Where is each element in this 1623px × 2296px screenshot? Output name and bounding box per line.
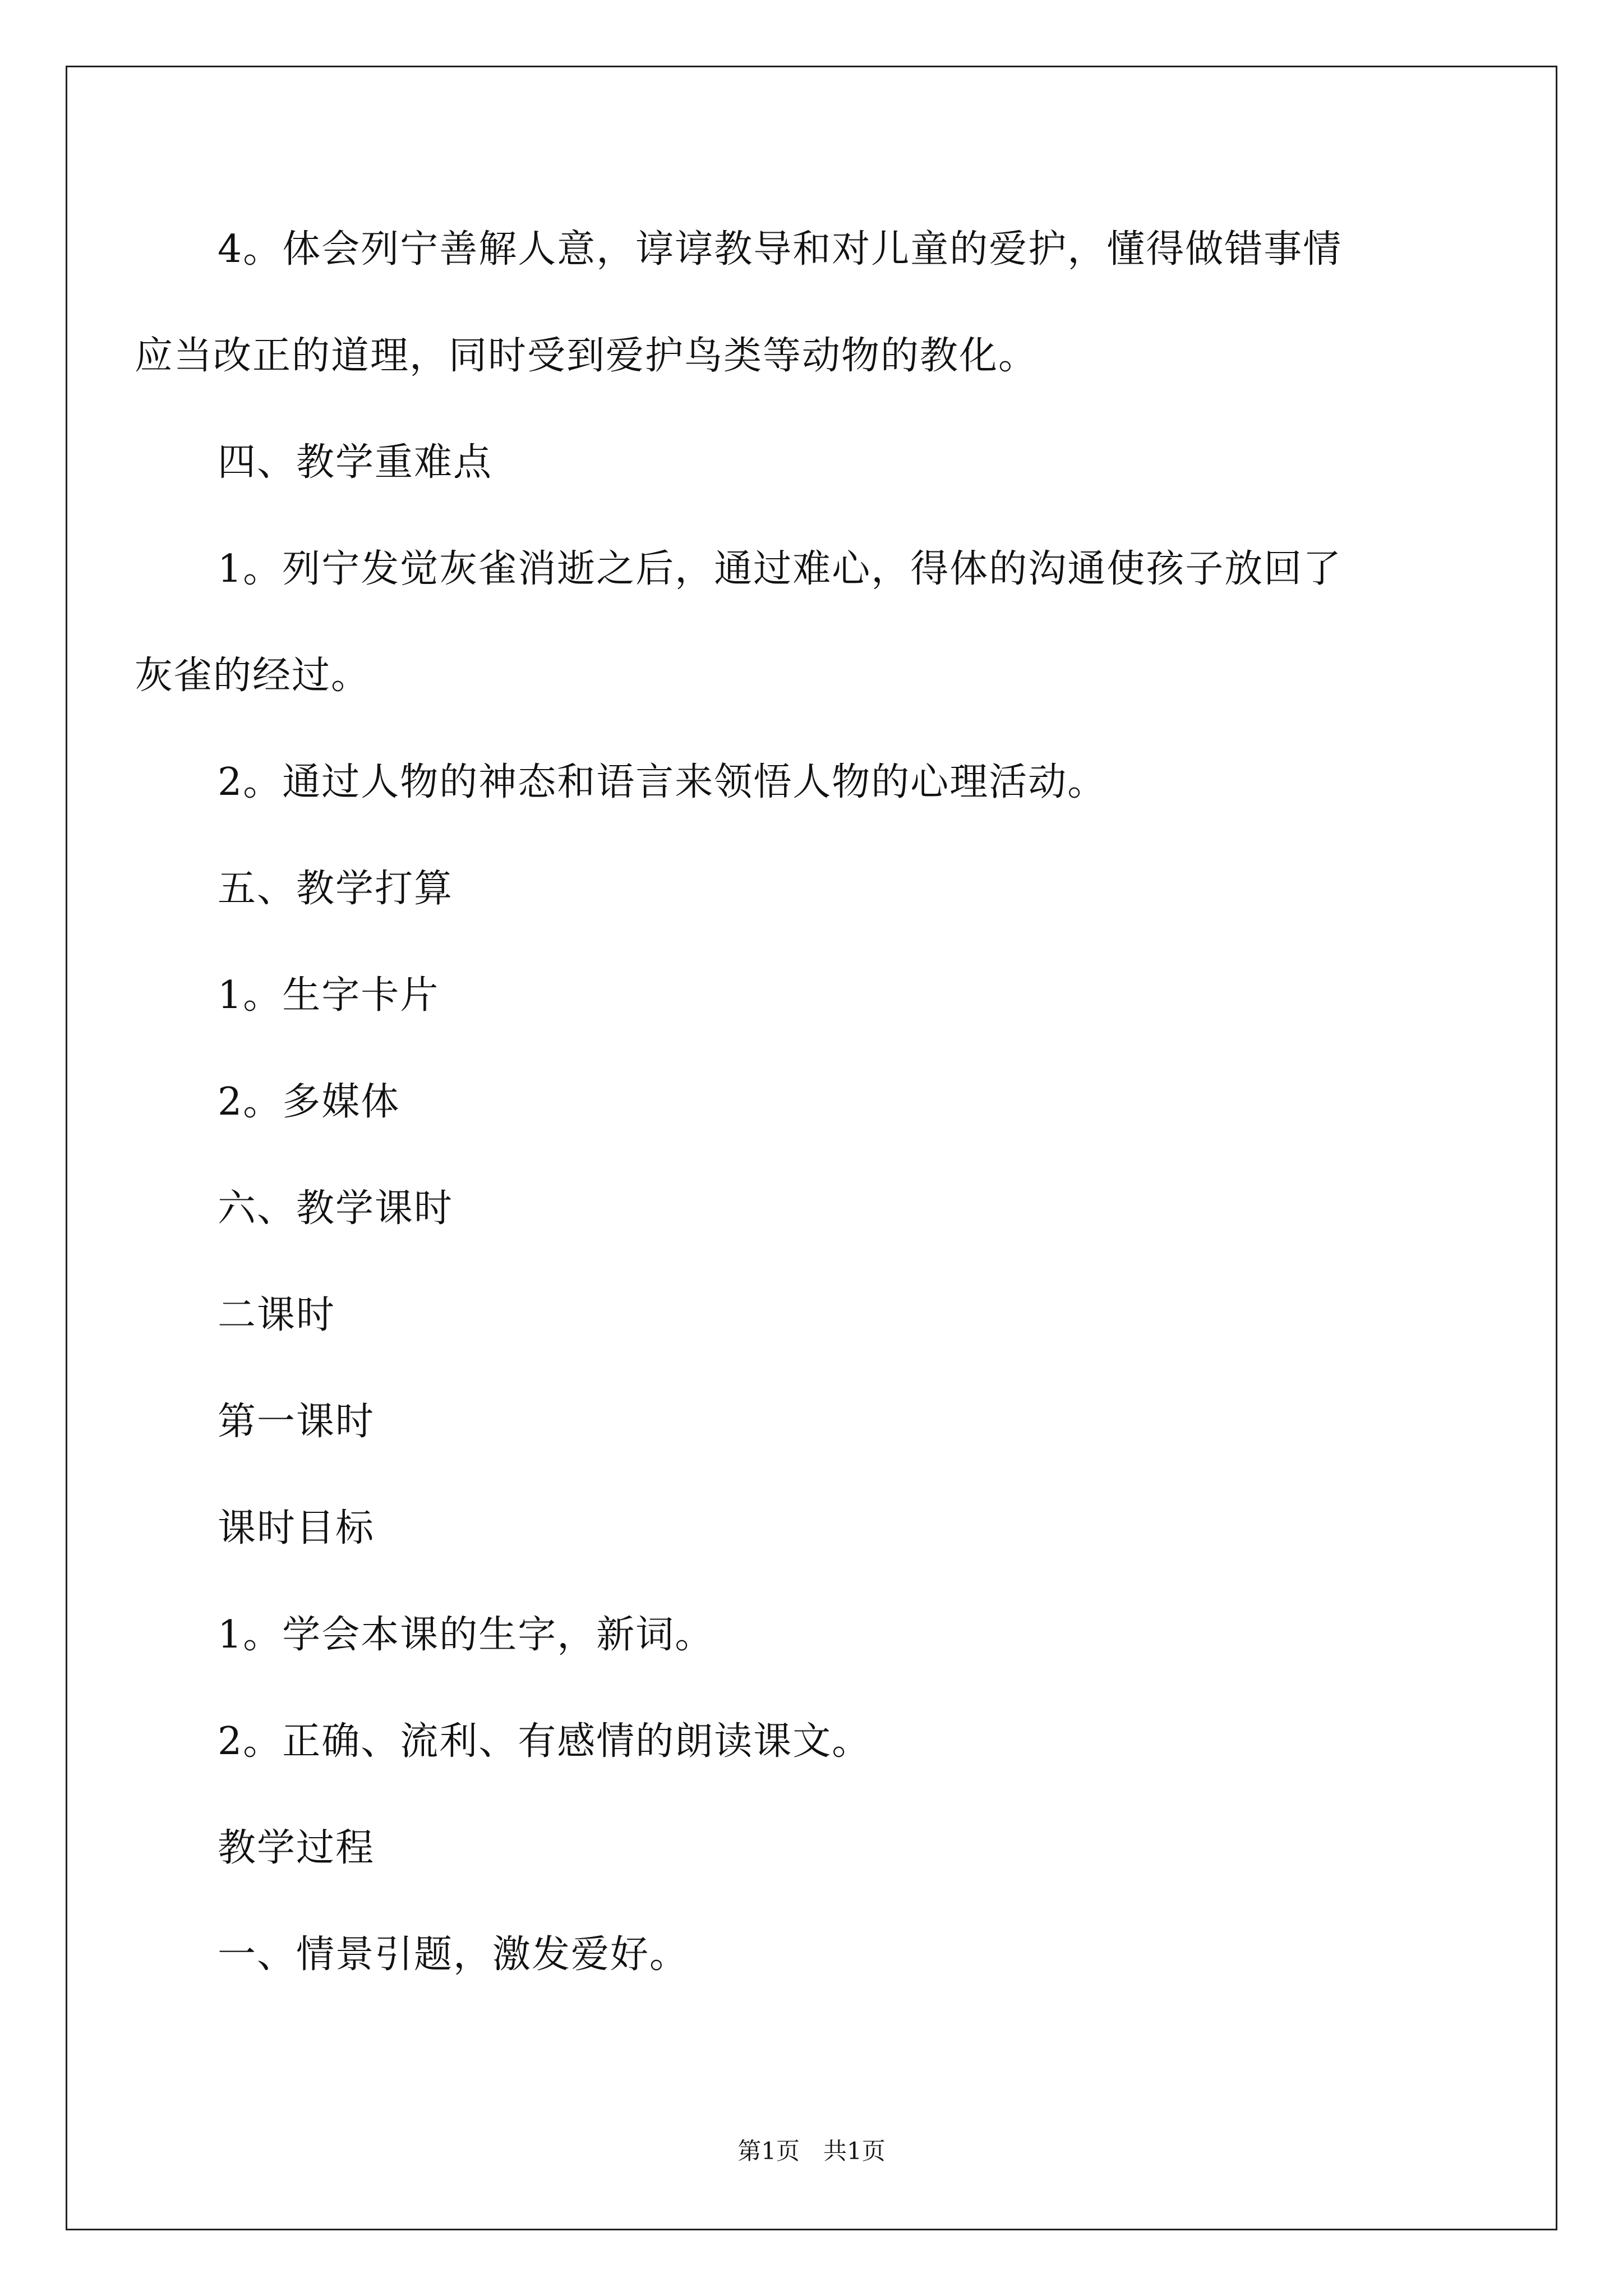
subsection-heading: 课时目标 xyxy=(218,1506,375,1550)
page-border xyxy=(66,66,1557,2230)
section-heading: 四、教学重难点 xyxy=(218,440,493,485)
page-footer: 第1页 共1页 xyxy=(737,2137,886,2165)
list-item: 2。正确、流利、有感情的朗读课文。 xyxy=(218,1719,872,1764)
paragraph-line: 一、情景引题，激发爱好。 xyxy=(218,1932,689,1977)
section-heading: 五、教学打算 xyxy=(218,867,454,911)
paragraph-line: 应当改正的道理，同时受到爱护鸟类等动物的教化。 xyxy=(135,334,1038,378)
subsection-heading: 第一课时 xyxy=(218,1400,375,1444)
paragraph-line: 二课时 xyxy=(218,1293,336,1337)
subsection-heading: 教学过程 xyxy=(218,1826,375,1870)
paragraph-line: 灰雀的经过。 xyxy=(135,654,371,698)
paragraph-line: 1。列宁发觉灰雀消逝之后，通过难心，得体的沟通使孩子放回了 xyxy=(218,547,1343,591)
list-item: 1。生字卡片 xyxy=(218,973,440,1018)
list-item: 2。多媒体 xyxy=(218,1080,400,1124)
paragraph-line: 2。通过人物的神态和语言来领悟人物的心理活动。 xyxy=(218,760,1107,804)
section-heading: 六、教学课时 xyxy=(218,1186,454,1231)
list-item: 1。学会本课的生字，新词。 xyxy=(218,1613,714,1657)
paragraph-line: 4。体会列宁善解人意，谆谆教导和对儿童的爱护，懂得做错事情 xyxy=(218,227,1343,272)
